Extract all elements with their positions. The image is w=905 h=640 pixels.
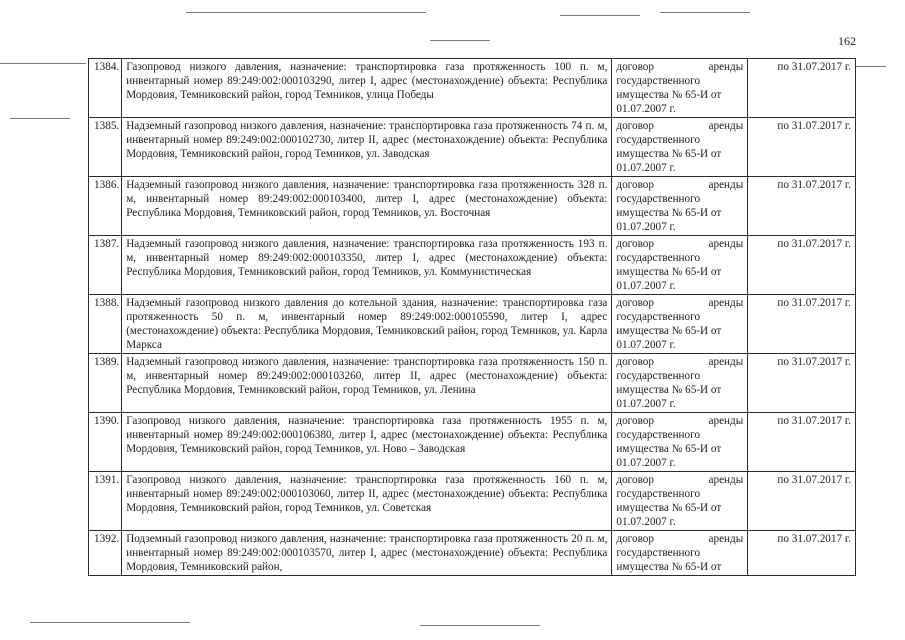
object-description: Надземный газопровод низкого давления, назначение: транспортировка газа протяженность 193 п. м, инвентарный номер 89:249:002:000103350, литер I, адрес (местонахождение) объекта: Республика Мордовия, Темниковский район, город Темников, ул. Коммунистическая bbox=[122, 236, 612, 295]
basis-line-1 bbox=[616, 237, 743, 251]
basis-line: имущества № 65-И от bbox=[616, 502, 722, 514]
basis-cell bbox=[612, 177, 748, 236]
scan-noise-bottom bbox=[30, 622, 190, 623]
lease-term: по 31.07.2017 г. bbox=[748, 531, 856, 576]
table-row bbox=[89, 118, 856, 177]
row-number: 1386. bbox=[89, 177, 122, 236]
basis-contract-word: договор bbox=[616, 474, 654, 486]
lease-term: по 31.07.2017 г. bbox=[748, 236, 856, 295]
basis-line-1 bbox=[616, 355, 743, 369]
basis-line: государственного bbox=[616, 429, 701, 441]
basis-lease-word: аренды bbox=[708, 356, 744, 368]
object-description: Надземный газопровод низкого давления до котельной здания, назначение: транспортировка газа протяженность 50 п. м, инвентарный номер 89:249:002:000105590, литер I, адрес (местонахождение) объекта: Республика Мордовия, Темниковский район, город Темников, ул. Карла Маркса bbox=[122, 295, 612, 354]
scan-noise-bottom bbox=[420, 625, 540, 626]
basis-lease-word: аренды bbox=[708, 179, 744, 191]
basis-line: государственного bbox=[616, 488, 701, 500]
basis-line: имущества № 65-И от bbox=[616, 384, 722, 396]
basis-line: государственного bbox=[616, 311, 701, 323]
basis-line: 01.07.2007 г. bbox=[616, 103, 676, 115]
basis-cell bbox=[612, 354, 748, 413]
basis-line: государственного bbox=[616, 75, 701, 87]
basis-lease-word: аренды bbox=[708, 297, 744, 309]
scan-noise-top bbox=[430, 40, 490, 41]
page-number: 162 bbox=[838, 34, 856, 48]
basis-line: 01.07.2007 г. bbox=[616, 398, 676, 410]
object-description: Газопровод низкого давления, назначение: транспортировка газа протяженность 160 п. м, инвентарный номер 89:249:002:000103060, литер II, адрес (местонахождение) объекта: Республика Мордовия, Темниковский район, город Темников, ул. Советская bbox=[122, 472, 612, 531]
basis-line: государственного bbox=[616, 134, 701, 146]
scan-noise-top bbox=[186, 12, 426, 13]
basis-line: 01.07.2007 г. bbox=[616, 280, 676, 292]
basis-contract-word: договор bbox=[616, 61, 654, 73]
basis-line: 01.07.2007 г. bbox=[616, 516, 676, 528]
basis-cell bbox=[612, 531, 748, 576]
basis-line: 01.07.2007 г. bbox=[616, 162, 676, 174]
basis-cell bbox=[612, 295, 748, 354]
table-row bbox=[89, 354, 856, 413]
basis-lease-word: аренды bbox=[708, 238, 744, 250]
basis-cell bbox=[612, 413, 748, 472]
basis-lease-word: аренды bbox=[708, 474, 744, 486]
lease-term: по 31.07.2017 г. bbox=[748, 354, 856, 413]
lease-term: по 31.07.2017 г. bbox=[748, 118, 856, 177]
basis-line: 01.07.2007 г. bbox=[616, 457, 676, 469]
table-row bbox=[89, 531, 856, 576]
basis-line-1 bbox=[616, 119, 743, 133]
basis-line: 01.07.2007 г. bbox=[616, 339, 676, 351]
basis-cell bbox=[612, 236, 748, 295]
object-description: Надземный газопровод низкого давления, назначение: транспортировка газа протяженность 150 п. м, инвентарный номер 89:249:002:000103260, литер II, адрес (местонахождение) объекта: Республика Мордовия, Темниковский район, город Темников, ул. Ленина bbox=[122, 354, 612, 413]
lease-term: по 31.07.2017 г. bbox=[748, 295, 856, 354]
table-row bbox=[89, 59, 856, 118]
property-table bbox=[88, 58, 856, 576]
basis-lease-word: аренды bbox=[708, 415, 744, 427]
basis-line-1 bbox=[616, 296, 743, 310]
row-number: 1389. bbox=[89, 354, 122, 413]
object-description: Газопровод низкого давления, назначение: транспортировка газа протяженность 1955 п. м, инвентарный номер 89:249:002:000106380, литер I, адрес (местонахождение) объекта: Республика Мордовия, Темниковский район, город Темников, ул. Ново – Заводская bbox=[122, 413, 612, 472]
basis-contract-word: договор bbox=[616, 356, 654, 368]
table-row bbox=[89, 295, 856, 354]
basis-contract-word: договор bbox=[616, 238, 654, 250]
basis-line-1 bbox=[616, 414, 743, 428]
table-row bbox=[89, 472, 856, 531]
row-number: 1384. bbox=[89, 59, 122, 118]
basis-line: государственного bbox=[616, 252, 701, 264]
table-row bbox=[89, 177, 856, 236]
basis-cell bbox=[612, 472, 748, 531]
basis-line: государственного bbox=[616, 370, 701, 382]
object-description: Газопровод низкого давления, назначение: транспортировка газа протяженность 100 п. м, инвентарный номер 89:249:002:000103290, литер I, адрес (местонахождение) объекта: Республика Мордовия, Темниковский район, город Темников, улица Победы bbox=[122, 59, 612, 118]
basis-line-1 bbox=[616, 60, 743, 74]
basis-contract-word: договор bbox=[616, 415, 654, 427]
row-number: 1392. bbox=[89, 531, 122, 576]
basis-line: имущества № 65-И от bbox=[616, 89, 722, 101]
basis-line-1 bbox=[616, 473, 743, 487]
table-body bbox=[89, 59, 856, 576]
basis-line: государственного bbox=[616, 193, 701, 205]
basis-line: имущества № 65-И от bbox=[616, 325, 722, 337]
scan-noise-top bbox=[560, 15, 640, 16]
table-row bbox=[89, 413, 856, 472]
basis-lease-word: аренды bbox=[708, 533, 744, 545]
object-description: Надземный газопровод низкого давления, назначение: транспортировка газа протяженность 328 п. м, инвентарный номер 89:249:002:000103400, литер I, адрес (местонахождение) объекта: Республика Мордовия, Темниковский район, город Темников, ул. Восточная bbox=[122, 177, 612, 236]
lease-term: по 31.07.2017 г. bbox=[748, 177, 856, 236]
basis-line: имущества № 65-И от bbox=[616, 443, 722, 455]
scan-noise-right bbox=[856, 66, 886, 67]
lease-term: по 31.07.2017 г. bbox=[748, 59, 856, 118]
scan-noise-left bbox=[0, 63, 86, 64]
basis-contract-word: договор bbox=[616, 120, 654, 132]
lease-term: по 31.07.2017 г. bbox=[748, 413, 856, 472]
row-number: 1388. bbox=[89, 295, 122, 354]
scan-noise-top bbox=[660, 12, 750, 13]
row-number: 1385. bbox=[89, 118, 122, 177]
scan-noise-left bbox=[10, 118, 70, 119]
table-row bbox=[89, 236, 856, 295]
row-number: 1387. bbox=[89, 236, 122, 295]
basis-line: имущества № 65-И от bbox=[616, 148, 722, 160]
basis-cell bbox=[612, 59, 748, 118]
basis-contract-word: договор bbox=[616, 533, 654, 545]
row-number: 1391. bbox=[89, 472, 122, 531]
object-description: Надземный газопровод низкого давления, назначение: транспортировка газа протяженность 74 п. м, инвентарный номер 89:249:002:000102730, литер II, адрес (местонахождение) объекта: Республика Мордовия, Темниковский район, город Темников, ул. Заводская bbox=[122, 118, 612, 177]
basis-line-1 bbox=[616, 178, 743, 192]
basis-line: имущества № 65-И от bbox=[616, 266, 722, 278]
basis-cell bbox=[612, 118, 748, 177]
basis-line: 01.07.2007 г. bbox=[616, 221, 676, 233]
lease-term: по 31.07.2017 г. bbox=[748, 472, 856, 531]
basis-lease-word: аренды bbox=[708, 120, 744, 132]
basis-contract-word: договор bbox=[616, 179, 654, 191]
basis-line: имущества № 65-И от bbox=[616, 207, 722, 219]
row-number: 1390. bbox=[89, 413, 122, 472]
basis-line: государственного bbox=[616, 547, 701, 559]
object-description: Подземный газопровод низкого давления, назначение: транспортировка газа протяженность 20 п. м, инвентарный номер 89:249:002:000103570, литер I, адрес (местонахождение) объекта: Республика Мордовия, Темниковский район, bbox=[122, 531, 612, 576]
basis-contract-word: договор bbox=[616, 297, 654, 309]
basis-line: имущества № 65-И от bbox=[616, 561, 722, 573]
basis-lease-word: аренды bbox=[708, 61, 744, 73]
basis-line-1 bbox=[616, 532, 743, 546]
